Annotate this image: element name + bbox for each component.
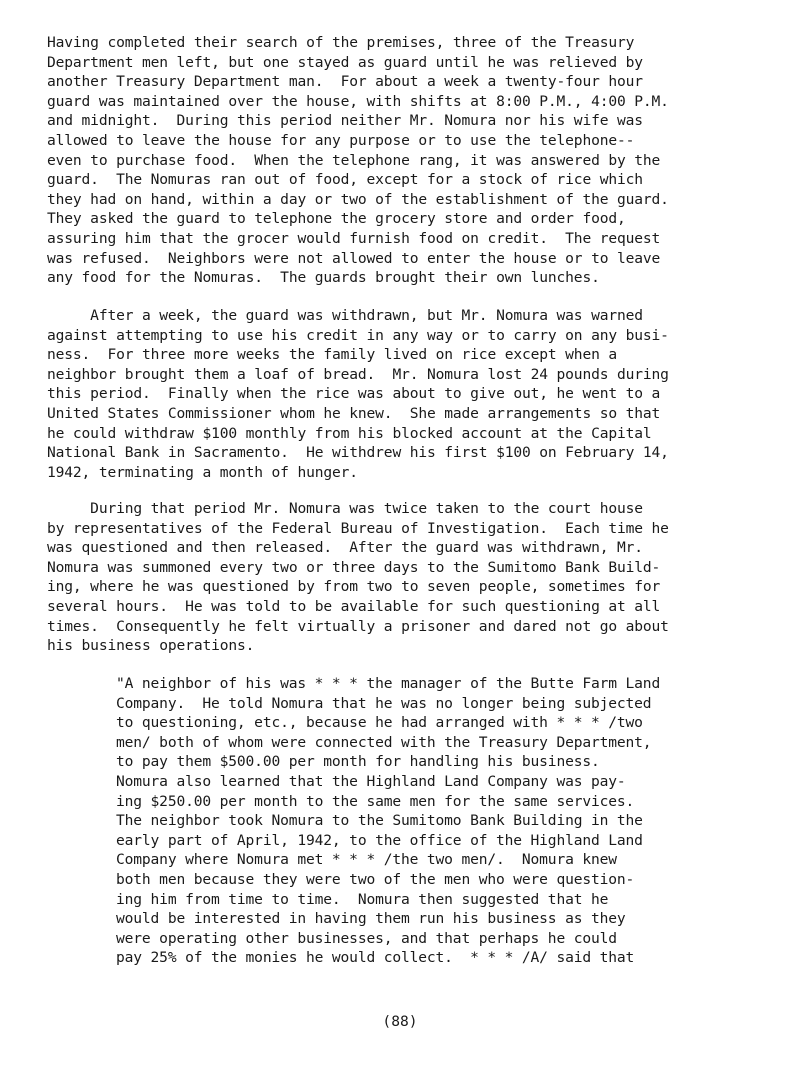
text-line: 1942, terminating a month of hunger. xyxy=(47,463,358,481)
text-line: ing, where he was questioned by from two to seven people, sometimes for xyxy=(47,578,661,596)
quote-line: ing $250.00 per month to the same men for the same services. xyxy=(116,792,635,810)
paragraph-1 xyxy=(47,33,669,288)
text-line: During that period Mr. Nomura was twice taken to the court house xyxy=(47,500,643,517)
text-line: guard was maintained over the house, with shifts at 8:00 P.M., 4:00 P.M. xyxy=(47,92,669,110)
text-line: Nomura was summoned every two or three days to the Sumitomo Bank Build- xyxy=(47,558,661,576)
text-line: United States Commissioner whom he knew. She made arrangements so that xyxy=(47,404,661,422)
block-quote xyxy=(116,674,660,968)
text-line: by representatives of the Federal Bureau of Investigation. Each time he xyxy=(47,519,669,537)
quote-line: to pay them $500.00 per month for handling his business. xyxy=(116,753,600,771)
paragraph-2 xyxy=(47,306,669,482)
page-number: (88) xyxy=(382,1013,418,1030)
quote-line: would be interested in having them run his business as they xyxy=(116,910,626,928)
quote-line: "A neighbor of his was * * * the manager of the Butte Farm Land xyxy=(116,675,661,692)
text-line: Having completed their search of the premises, three of the Treasury xyxy=(47,34,635,51)
text-line: several hours. He was told to be available for such questioning at all xyxy=(47,597,661,615)
quote-line: were operating other businesses, and that perhaps he could xyxy=(116,929,617,947)
text-line: times. Consequently he felt virtually a prisoner and dared not go about xyxy=(47,617,669,635)
quote-line: pay 25% of the monies he would collect. * * * /A/ said that xyxy=(116,949,635,967)
quote-line: both men because they were two of the men who were question- xyxy=(116,870,635,888)
quote-line: men/ both of whom were connected with the Treasury Department, xyxy=(116,733,652,751)
quote-line: Company. He told Nomura that he was no longer being subjected xyxy=(116,694,652,712)
text-line: ness. For three more weeks the family lived on rice except when a xyxy=(47,346,617,364)
text-line: his business operations. xyxy=(47,637,255,655)
text-line: assuring him that the grocer would furnish food on credit. The request xyxy=(47,229,661,247)
text-line: was questioned and then released. After the guard was withdrawn, Mr. xyxy=(47,539,643,557)
text-line: another Treasury Department man. For about a week a twenty-four hour xyxy=(47,73,643,91)
quote-line: early part of April, 1942, to the office of the Highland Land xyxy=(116,831,643,849)
quote-line: to questioning, etc., because he had arranged with * * * /two xyxy=(116,714,643,732)
text-line: neighbor brought them a loaf of bread. Mr. Nomura lost 24 pounds during xyxy=(47,365,669,383)
text-line: They asked the guard to telephone the grocery store and order food, xyxy=(47,210,626,228)
text-line: After a week, the guard was withdrawn, but Mr. Nomura was warned xyxy=(47,307,643,324)
text-line: against attempting to use his credit in any way or to carry on any busi- xyxy=(47,326,669,344)
text-line: any food for the Nomuras. The guards brought their own lunches. xyxy=(47,269,600,287)
text-line: and midnight. During this period neither Mr. Nomura nor his wife was xyxy=(47,112,643,130)
text-line: allowed to leave the house for any purpose or to use the telephone-- xyxy=(47,131,635,149)
paragraph-3 xyxy=(47,499,669,656)
quote-line: ing him from time to time. Nomura then suggested that he xyxy=(116,890,609,908)
text-line: this period. Finally when the rice was about to give out, he went to a xyxy=(47,385,661,403)
text-line: guard. The Nomuras ran out of food, except for a stock of rice which xyxy=(47,171,643,189)
text-line: was refused. Neighbors were not allowed to enter the house or to leave xyxy=(47,249,661,267)
quote-line: Company where Nomura met * * * /the two men/. Nomura knew xyxy=(116,851,617,869)
text-line: they had on hand, within a day or two of the establishment of the guard. xyxy=(47,190,669,208)
text-line: even to purchase food. When the telephone rang, it was answered by the xyxy=(47,151,661,169)
text-line: Department men left, but one stayed as guard until he was relieved by xyxy=(47,53,643,71)
quote-line: The neighbor took Nomura to the Sumitomo Bank Building in the xyxy=(116,812,643,830)
text-line: National Bank in Sacramento. He withdrew his first $100 on February 14, xyxy=(47,444,669,462)
text-line: he could withdraw $100 monthly from his blocked account at the Capital xyxy=(47,424,652,442)
quote-line: Nomura also learned that the Highland Land Company was pay- xyxy=(116,772,626,790)
